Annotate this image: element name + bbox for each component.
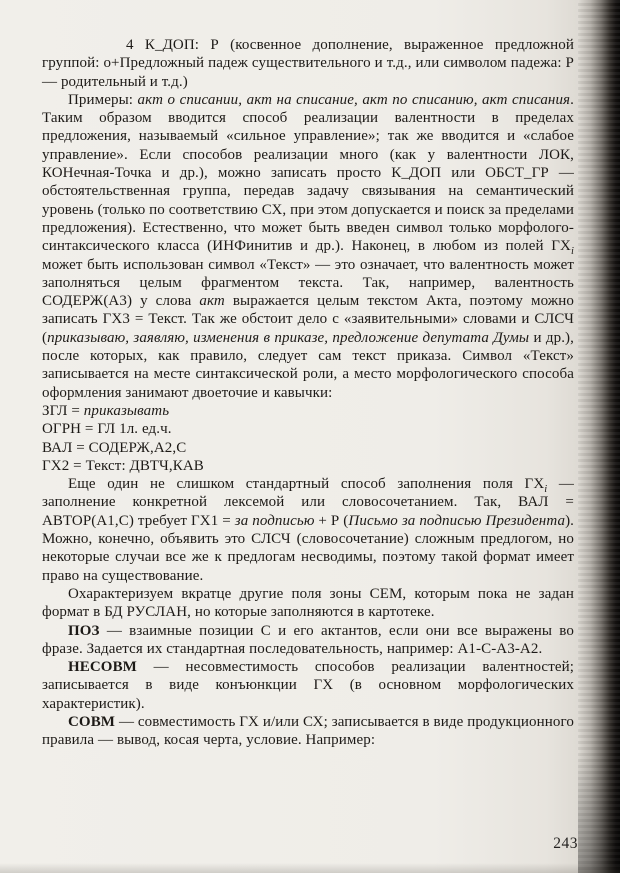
text-column <box>42 36 574 750</box>
paragraph-examples-strong-government: Примеры: акт о списании, акт на списание, акт по списанию, акт списания. Таким образом вводится способ реализации валентности в пределах предложения, называемый «сильное управление»; так же вводится и «слабое управление». Если способов реализации много (как у валентности ЛОК, КОНечная-Точка и др.), можно записать просто К_ДОП или ОБСТ_ГР — обстоятельственная группа, передав задачу связывания на семантический уровень (только по соответствию СХ, при этом допускается и поиск за пределами предложения). Естественно, что может быть введен символ только морфолого-синтаксического класса (ИНФинитив и др.). Наконец, в любом из полей $ГХ_i$ может быть использован символ «Текст» — это означает, что валентность может заполняться целым фрагментом текста. Так, например, валентность СОДЕРЖ(А3) у слова акт выражается целым текстом Акта, поэтому можно записать ГХ3 = Текст. Так же обстоит дело с «заявительными» словами и СЛСЧ (приказываю, заявляю, изменения в приказе, предложение депутата Думы и др.), после которых, как правило, следует сам текст приказа. Символ «Текст» записывается на месте синтаксической роли, а место морфологического способа оформления занимают двоеточие и кавычки: <box>42 91 574 401</box>
paragraph-nesovm: НЕСОВМ — несовместимость способов реализации валентностей; записывается в виде конъюнкции ГХ (в основном морфологических характеристик). <box>42 659 574 712</box>
example-line-val: ВАЛ = СОДЕРЖ,А2,С <box>42 439 187 456</box>
example-line-gx2: ГХ2 = Текст: ДВТЧ,КАВ <box>42 457 204 474</box>
paragraph-lexeme-filling: Еще один не слишком стандартный способ заполнения поля $ГХ_i$ — заполнение конкретной лексемой или словосочетанием. Так, ВАЛ = АВТОР(А1,С) требует ГХ1 = за подписью + Р (Письмо за подписью Президента). Можно, конечно, объявить это СЛСЧ (словосочетание) сложным предлогом, но некоторые случаи все же к предлогам несводимы, поэтому такой формат имеет право на существование. <box>42 476 575 584</box>
book-binding-shadow <box>578 0 620 873</box>
page-number: 243 <box>553 835 578 852</box>
paragraph-sovm: СОВМ — совместимость ГХ и/или СХ; записывается в виде продукционного правила — вывод, косая черта, условие. Например: <box>42 713 574 749</box>
example-line-zgl: ЗГЛ = приказывать <box>42 402 170 419</box>
paragraph-kdop-definition: 4 К_ДОП: Р (косвенное дополнение, выраженное предложной группой: о+Предложный падеж существительного и т.д., или символом падежа: Р — родительный и т.д.) <box>42 37 574 90</box>
example-line-ogrn: ОГРН = ГЛ 1л. ед.ч. <box>42 421 172 438</box>
paragraph-poz: ПОЗ — взаимные позиции С и его актантов, если они все выражены во фразе. Задается их стандартная последовательность, например: А1-С-А3-А2. <box>42 622 574 657</box>
paragraph-sem-zone-fields: Охарактеризуем вкратце другие поля зоны СЕМ, которым пока не задан формат в БД РУСЛАН, но которые заполняются в картотеке. <box>42 585 574 621</box>
